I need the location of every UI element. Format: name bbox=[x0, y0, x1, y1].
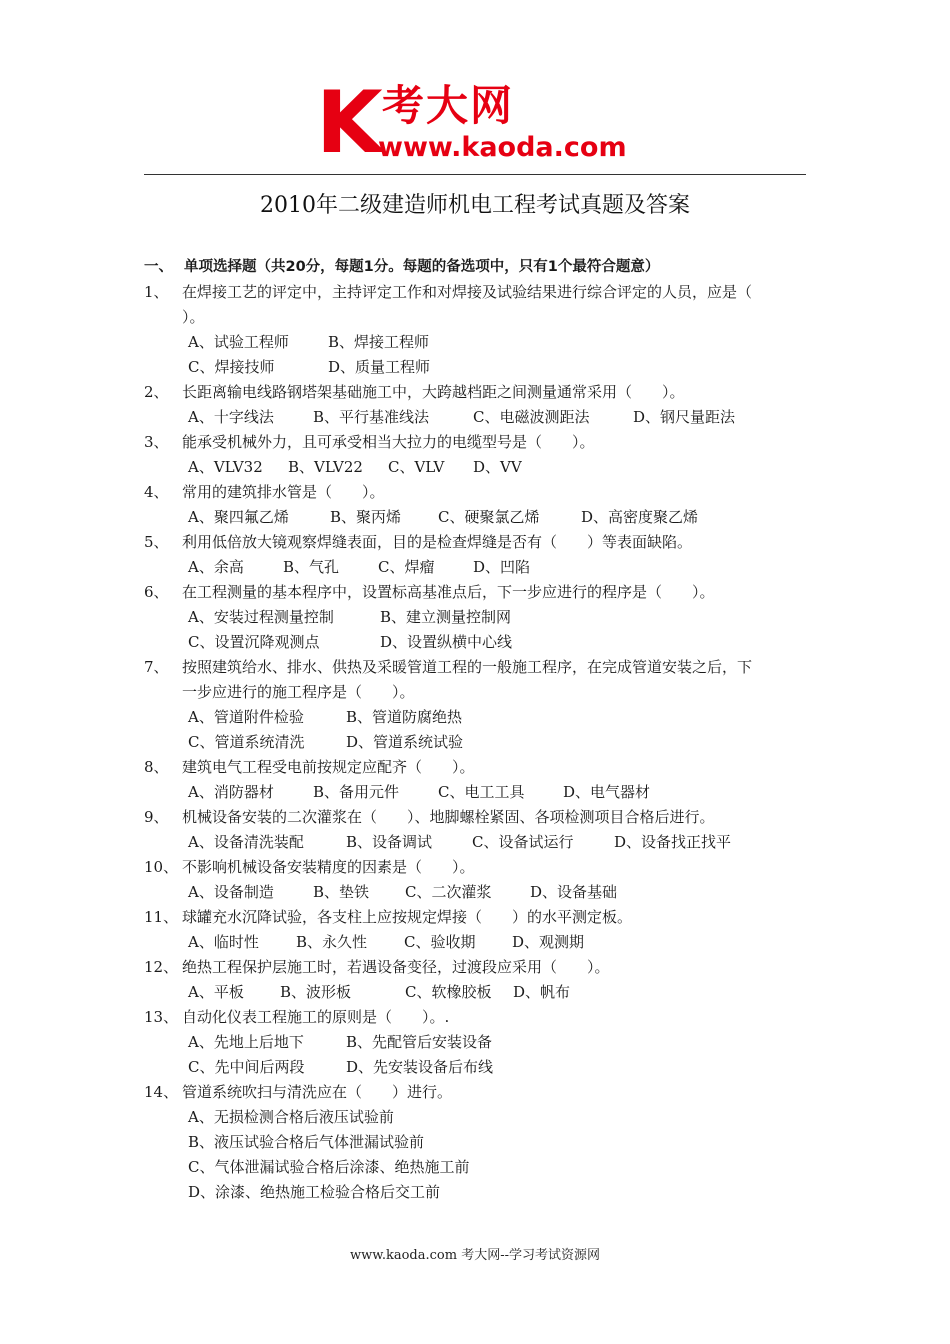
question-item bbox=[144, 580, 814, 655]
options-row bbox=[144, 330, 814, 355]
answer-option: C、电工工具 bbox=[438, 783, 525, 801]
answer-option: C、VLV bbox=[388, 458, 445, 476]
question-number: 6、 bbox=[144, 583, 169, 601]
answer-option: A、聚四氟乙烯 bbox=[188, 508, 289, 526]
answer-option: C、管道系统清洗 bbox=[188, 733, 305, 751]
options-row bbox=[144, 1155, 814, 1180]
answer-option: D、观测期 bbox=[512, 933, 585, 951]
answer-option: D、设备基础 bbox=[530, 883, 618, 901]
question-number: 13、 bbox=[144, 1008, 179, 1026]
answer-option: B、管道防腐绝热 bbox=[346, 708, 463, 726]
answer-option: C、二次灌浆 bbox=[405, 883, 492, 901]
question-stem bbox=[144, 805, 814, 830]
options-row bbox=[144, 730, 814, 755]
kaoda-logo bbox=[316, 73, 646, 173]
question-item bbox=[144, 905, 814, 955]
answer-option: D、先安装设备后布线 bbox=[346, 1058, 494, 1076]
answer-option: C、硬聚氯乙烯 bbox=[438, 508, 540, 526]
question-stem bbox=[144, 655, 814, 680]
question-number: 3、 bbox=[144, 433, 169, 451]
answer-option: A、VLV32 bbox=[188, 458, 263, 476]
question-number: 9、 bbox=[144, 808, 169, 826]
page-footer: www.kaoda.com 考大网--学习考试资源网 bbox=[350, 1248, 600, 1263]
question-text: 按照建筑给水、排水、供热及采暖管道工程的一般施工程序，在完成管道安装之后，下 bbox=[182, 658, 753, 676]
question-item bbox=[144, 1080, 814, 1205]
question-item bbox=[144, 380, 814, 430]
answer-option: D、设备找正找平 bbox=[614, 833, 732, 851]
options-row bbox=[144, 1130, 814, 1155]
question-item bbox=[144, 855, 814, 905]
answer-option: B、VLV22 bbox=[288, 458, 363, 476]
question-text: 长距离输电线路钢塔架基础施工中，大跨越档距之间测量通常采用（ ）。 bbox=[182, 383, 685, 401]
question-stem bbox=[144, 280, 814, 305]
question-stem bbox=[144, 380, 814, 405]
question-number: 4、 bbox=[144, 483, 169, 501]
options-row bbox=[144, 880, 814, 905]
answer-option: D、质量工程师 bbox=[328, 358, 431, 376]
answer-option: A、设备清洗装配 bbox=[188, 833, 304, 851]
answer-option: D、电气器材 bbox=[563, 783, 651, 801]
answer-option: D、管道系统试验 bbox=[346, 733, 464, 751]
question-number: 10、 bbox=[144, 858, 179, 876]
options-row bbox=[144, 1055, 814, 1080]
options-row bbox=[144, 605, 814, 630]
question-number: 7、 bbox=[144, 658, 169, 676]
options-row bbox=[144, 455, 814, 480]
section-heading-text: 单项选择题（共20分，每题1分。每题的备选项中，只有1个最符合题意） bbox=[184, 259, 660, 275]
question-stem bbox=[144, 905, 814, 930]
question-text: 绝热工程保护层施工时，若遇设备变径，过渡段应采用（ ）。 bbox=[182, 958, 610, 976]
section-number: 一、 bbox=[144, 259, 173, 275]
header-divider bbox=[144, 174, 806, 175]
answer-option: B、设备调试 bbox=[346, 833, 433, 851]
question-item bbox=[144, 530, 814, 580]
question-stem bbox=[144, 855, 814, 880]
question-stem bbox=[144, 580, 814, 605]
answer-option: A、安装过程测量控制 bbox=[188, 608, 334, 626]
question-stem bbox=[144, 755, 814, 780]
options-row bbox=[144, 555, 814, 580]
answer-option: B、备用元件 bbox=[313, 783, 400, 801]
answer-option: B、平行基准线法 bbox=[313, 408, 430, 426]
options-row bbox=[144, 355, 814, 380]
question-item bbox=[144, 655, 814, 755]
question-text: 利用低倍放大镜观察焊缝表面，目的是检查焊缝是否有（ ）等表面缺陷。 bbox=[182, 533, 693, 551]
question-text: 自动化仪表工程施工的原则是（ ）。. bbox=[182, 1008, 450, 1026]
options-row bbox=[144, 1030, 814, 1055]
question-item bbox=[144, 480, 814, 530]
options-row bbox=[144, 505, 814, 530]
question-stem bbox=[144, 955, 814, 980]
question-item bbox=[144, 755, 814, 805]
answer-option: A、管道附件检验 bbox=[188, 708, 304, 726]
question-text: 建筑电气工程受电前按规定应配齐（ ）。 bbox=[182, 758, 475, 776]
question-item bbox=[144, 1005, 814, 1080]
question-text: 不影响机械设备安装精度的因素是（ ）。 bbox=[182, 858, 475, 876]
options-row bbox=[144, 780, 814, 805]
section-heading bbox=[144, 255, 814, 280]
question-text-continued: 一步应进行的施工程序是（ ）。 bbox=[182, 683, 415, 701]
answer-option: A、十字线法 bbox=[188, 408, 274, 426]
answer-option: A、平板 bbox=[188, 983, 244, 1001]
answer-option: A、试验工程师 bbox=[188, 333, 289, 351]
question-text: 能承受机械外力，且可承受相当大拉力的电缆型号是（ ）。 bbox=[182, 433, 595, 451]
question-text: 球罐充水沉降试验，各支柱上应按规定焊接（ ）的水平测定板。 bbox=[182, 908, 633, 926]
answer-option: D、凹陷 bbox=[473, 558, 531, 576]
options-row bbox=[144, 980, 814, 1005]
answer-option: B、液压试验合格后气体泄漏试验前 bbox=[188, 1133, 425, 1151]
question-text: 管道系统吹扫与清洗应在（ ）进行。 bbox=[182, 1083, 453, 1101]
answer-option: A、设备制造 bbox=[188, 883, 274, 901]
answer-option: A、临时性 bbox=[188, 933, 259, 951]
answer-option: D、涂漆、绝热施工检验合格后交工前 bbox=[188, 1183, 441, 1201]
logo-url: www.kaoda.com bbox=[378, 132, 627, 163]
answer-option: B、波形板 bbox=[280, 983, 352, 1001]
options-row bbox=[144, 705, 814, 730]
question-number: 2、 bbox=[144, 383, 169, 401]
question-number: 8、 bbox=[144, 758, 169, 776]
question-number: 1、 bbox=[144, 283, 169, 301]
answer-option: B、气孔 bbox=[283, 558, 340, 576]
answer-option: C、验收期 bbox=[404, 933, 476, 951]
answer-option: C、先中间后两段 bbox=[188, 1058, 305, 1076]
answer-option: D、设置纵横中心线 bbox=[380, 633, 513, 651]
question-item bbox=[144, 430, 814, 480]
answer-option: B、聚丙烯 bbox=[330, 508, 402, 526]
answer-option: B、焊接工程师 bbox=[328, 333, 430, 351]
document-title: 2010年二级建造师机电工程考试真题及答案 bbox=[260, 193, 690, 218]
options-row bbox=[144, 630, 814, 655]
answer-option: C、焊接技师 bbox=[188, 358, 275, 376]
exam-content bbox=[144, 255, 814, 1205]
question-text: 在焊接工艺的评定中，主持评定工作和对焊接及试验结果进行综合评定的人员，应是（ bbox=[182, 283, 753, 301]
answer-option: B、垫铁 bbox=[313, 883, 370, 901]
options-row bbox=[144, 1180, 814, 1205]
answer-option: C、气体泄漏试验合格后涂漆、绝热施工前 bbox=[188, 1158, 470, 1176]
question-stem bbox=[144, 530, 814, 555]
answer-option: A、消防器材 bbox=[188, 783, 274, 801]
question-list bbox=[144, 280, 814, 1205]
answer-option: D、VV bbox=[473, 458, 522, 476]
question-stem bbox=[144, 1080, 814, 1105]
question-text: 机械设备安装的二次灌浆在（ ）、地脚螺栓紧固、各项检测项目合格后进行。 bbox=[182, 808, 715, 826]
options-row bbox=[144, 1105, 814, 1130]
options-row bbox=[144, 830, 814, 855]
answer-option: B、先配管后安装设备 bbox=[346, 1033, 493, 1051]
question-number: 12、 bbox=[144, 958, 179, 976]
options-row bbox=[144, 930, 814, 955]
question-item bbox=[144, 280, 814, 380]
question-number: 5、 bbox=[144, 533, 169, 551]
answer-option: A、无损检测合格后液压试验前 bbox=[188, 1108, 394, 1126]
options-row bbox=[144, 405, 814, 430]
question-stem bbox=[144, 430, 814, 455]
question-text-continued: ）。 bbox=[182, 308, 205, 326]
answer-option: C、设备试运行 bbox=[472, 833, 574, 851]
answer-option: D、高密度聚乙烯 bbox=[581, 508, 699, 526]
answer-option: A、余高 bbox=[188, 558, 244, 576]
answer-option: A、先地上后地下 bbox=[188, 1033, 304, 1051]
answer-option: D、帆布 bbox=[513, 983, 571, 1001]
logo-name: 考大网 bbox=[382, 81, 515, 130]
question-text: 在工程测量的基本程序中，设置标高基准点后，下一步应进行的程序是（ ）。 bbox=[182, 583, 715, 601]
logo-k-mark: K bbox=[316, 73, 381, 173]
answer-option: C、焊瘤 bbox=[378, 558, 435, 576]
question-stem bbox=[144, 1005, 814, 1030]
question-text: 常用的建筑排水管是（ ）。 bbox=[182, 483, 385, 501]
question-number: 14、 bbox=[144, 1083, 179, 1101]
answer-option: C、设置沉降观测点 bbox=[188, 633, 320, 651]
answer-option: B、建立测量控制网 bbox=[380, 608, 512, 626]
question-item bbox=[144, 955, 814, 1005]
question-item bbox=[144, 805, 814, 855]
question-number: 11、 bbox=[144, 908, 179, 926]
answer-option: D、钢尺量距法 bbox=[633, 408, 736, 426]
question-stem bbox=[144, 480, 814, 505]
answer-option: B、永久性 bbox=[296, 933, 368, 951]
answer-option: C、电磁波测距法 bbox=[473, 408, 590, 426]
answer-option: C、软橡胶板 bbox=[405, 983, 492, 1001]
